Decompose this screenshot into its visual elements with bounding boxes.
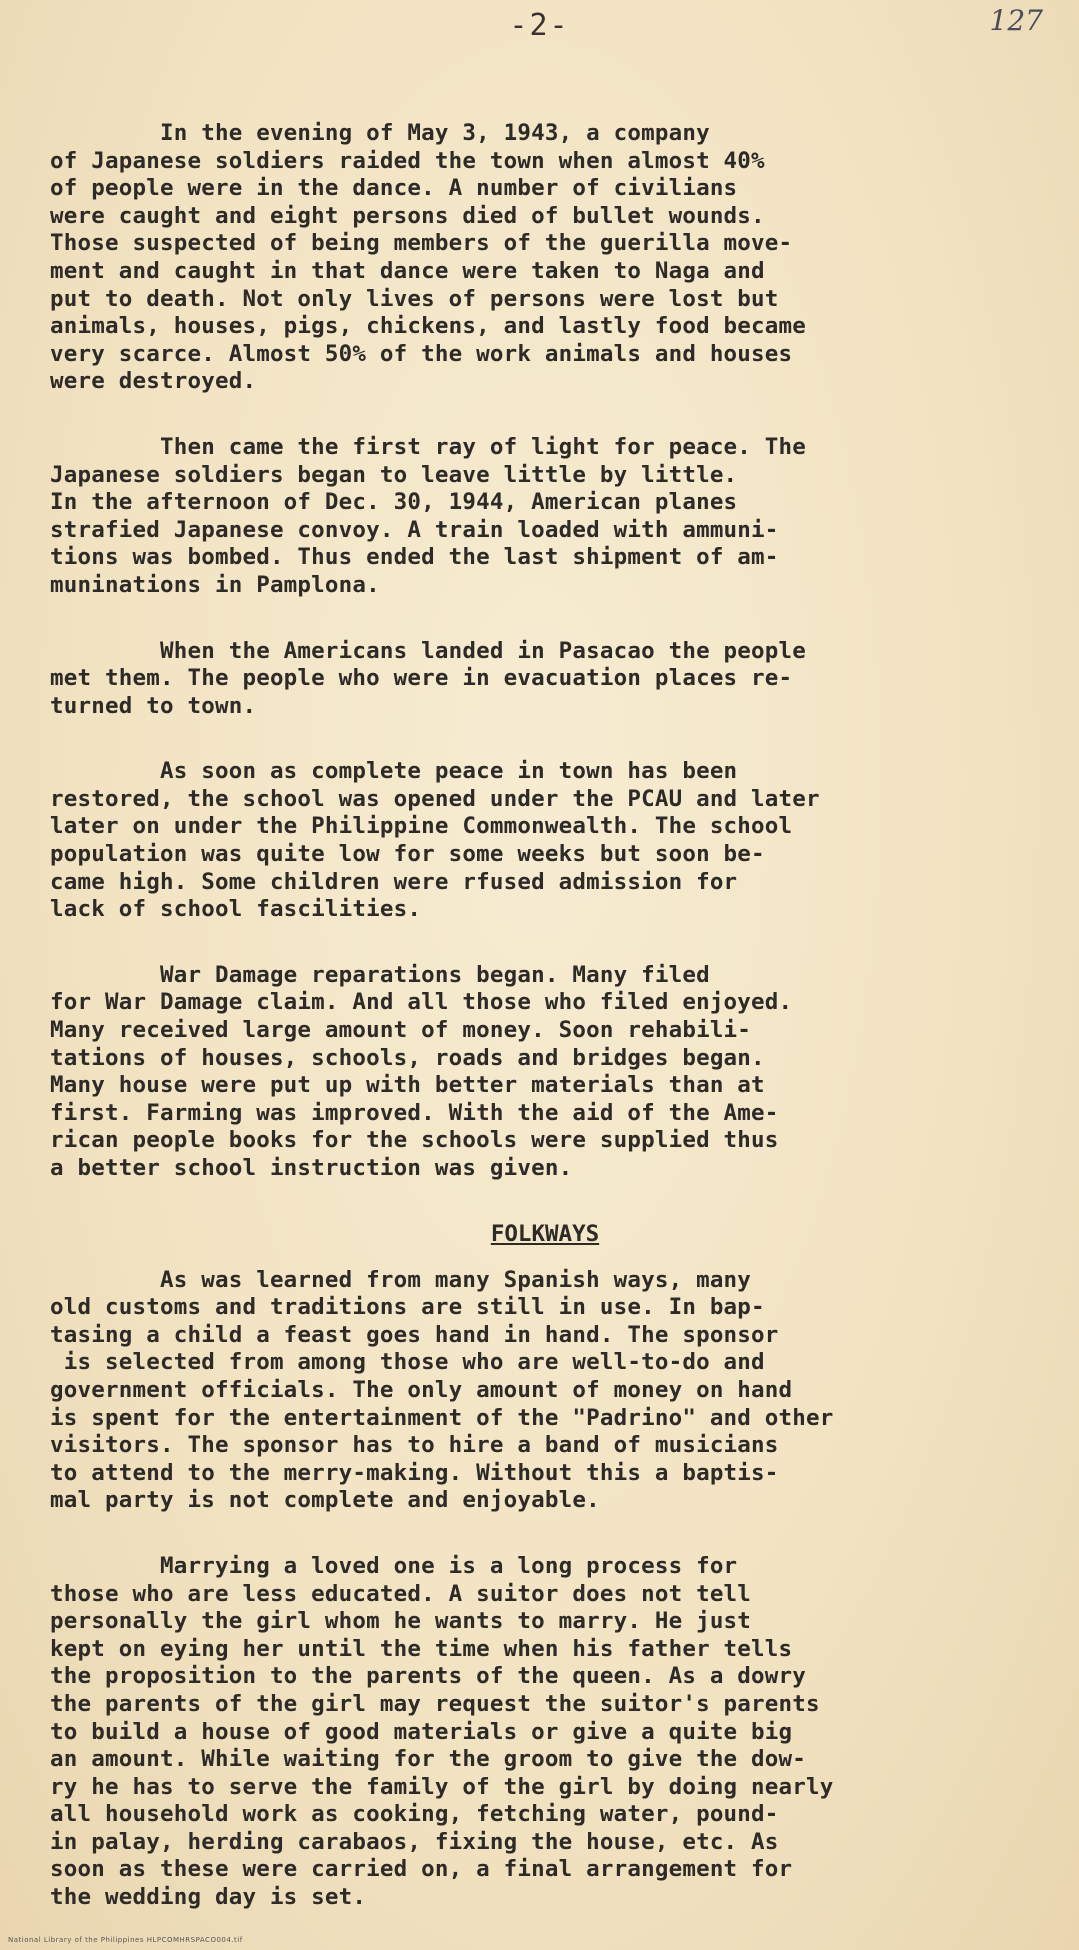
text-line: is spent for the entertainment of the "Padrino" and other	[50, 1404, 834, 1431]
text-line: of Japanese soldiers raided the town when almost 40%	[50, 147, 765, 174]
text-line: very scarce. Almost 50% of the work animals and houses	[50, 340, 793, 367]
text-line: rican people books for the schools were supplied thus	[50, 1127, 779, 1154]
text-line: kept on eying her until the time when his father tells	[50, 1635, 793, 1662]
text-line: a better school instruction was given.	[50, 1155, 573, 1181]
text-line: muninations in Pamplona.	[50, 571, 380, 598]
folkways-paragraph-1	[50, 1267, 1000, 1515]
text-line: soon as these were carried on, a final arrangement for	[50, 1856, 793, 1883]
text-line: Japanese soldiers began to leave little by little.	[50, 461, 738, 488]
text-line: In the afternoon of Dec. 30, 1944, American planes	[50, 489, 738, 516]
text-line: tations of houses, schools, roads and bridges began.	[50, 1044, 765, 1071]
text-line: ment and caught in that dance were taken to Naga and	[50, 257, 765, 284]
text-line: restored, the school was opened under the PCAU and later	[50, 785, 820, 812]
text-line: for War Damage claim. And all those who filed enjoyed.	[50, 989, 793, 1016]
text-line: those who are less educated. A suitor does not tell	[50, 1580, 752, 1607]
text-line: War Damage reparations began. Many filed	[50, 961, 710, 988]
text-line: Then came the first ray of light for peace. The	[50, 433, 807, 460]
text-line: When the Americans landed in Pasacao the people	[50, 637, 807, 664]
text-line: turned to town.	[50, 692, 257, 719]
text-line: mal party is not complete and enjoyable.	[50, 1487, 600, 1514]
text-line: personally the girl whom he wants to marry. He just	[50, 1608, 752, 1635]
text-line: put to death. Not only lives of persons were lost but	[50, 285, 779, 312]
page-number: -2-	[509, 8, 570, 43]
text-line: met them. The people who were in evacuation places re-	[50, 665, 793, 692]
text-line: lack of school fascilities.	[50, 896, 422, 923]
text-line: As soon as complete peace in town has been	[50, 758, 738, 785]
text-line: government officials. The only amount of money on hand	[50, 1376, 793, 1403]
text-line: all household work as cooking, fetching water, pound-	[50, 1801, 779, 1828]
text-line: in palay, herding carabaos, fixing the house, etc. As	[50, 1828, 779, 1855]
document-body	[50, 120, 1000, 1950]
text-line: ry he has to serve the family of the girl by doing nearly	[50, 1773, 834, 1800]
text-line: tasing a child a feast goes hand in hand. The sponsor	[50, 1321, 779, 1348]
text-line: population was quite low for some weeks but soon be-	[50, 841, 765, 868]
text-line: tions was bombed. Thus ended the last shipment of am-	[50, 544, 779, 571]
text-line: animals, houses, pigs, chickens, and lastly food became	[50, 313, 807, 340]
text-line: visitors. The sponsor has to hire a band of musicians	[50, 1432, 779, 1459]
text-line: were destroyed.	[50, 368, 257, 395]
section-heading-folkways: FOLKWAYS	[490, 1220, 600, 1247]
text-line: an amount. While waiting for the groom to give the dow-	[50, 1746, 807, 1773]
paragraph-4	[50, 758, 1000, 924]
text-line: old customs and traditions are still in use. In bap-	[50, 1294, 765, 1321]
text-line: Marrying a loved one is a long process for	[50, 1552, 738, 1579]
text-line: Many received large amount of money. Soon rehabili-	[50, 1017, 752, 1044]
text-line: later on under the Philippine Commonwealth. The school	[50, 813, 793, 840]
text-line: Many house were put up with better materials than at	[50, 1072, 765, 1099]
paragraph-1	[50, 120, 1000, 396]
folkways-paragraph-2	[50, 1553, 1000, 1912]
text-line: of people were in the dance. A number of civilians	[50, 175, 738, 202]
text-line: were caught and eight persons died of bullet wounds.	[50, 202, 765, 229]
paragraph-2	[50, 434, 1000, 600]
text-line: Those suspected of being members of the guerilla move-	[50, 230, 793, 257]
text-line: is selected from among those who are well-to-do and	[50, 1349, 765, 1376]
text-line: first. Farming was improved. With the aid of the Ame-	[50, 1099, 779, 1126]
text-line: to attend to the merry-making. Without this a baptis-	[50, 1459, 779, 1486]
paragraph-5	[50, 962, 1000, 1183]
text-line: to build a house of good materials or give a quite big	[50, 1718, 793, 1745]
paragraph-3	[50, 638, 1000, 721]
text-line: came high. Some children were rfused admission for	[50, 868, 738, 895]
folio-number: 127	[989, 4, 1043, 37]
archive-footer: National Library of the Philippines HLPCOMHRSPACO004.tif	[8, 1936, 243, 1944]
text-line: In the evening of May 3, 1943, a company	[50, 120, 710, 146]
text-line: strafied Japanese convoy. A train loaded with ammuni-	[50, 516, 779, 543]
text-line: As was learned from many Spanish ways, many	[50, 1266, 752, 1293]
text-line: the wedding day is set.	[50, 1884, 367, 1911]
text-line: the parents of the girl may request the suitor's parents	[50, 1690, 820, 1717]
text-line: the proposition to the parents of the queen. As a dowry	[50, 1663, 807, 1690]
